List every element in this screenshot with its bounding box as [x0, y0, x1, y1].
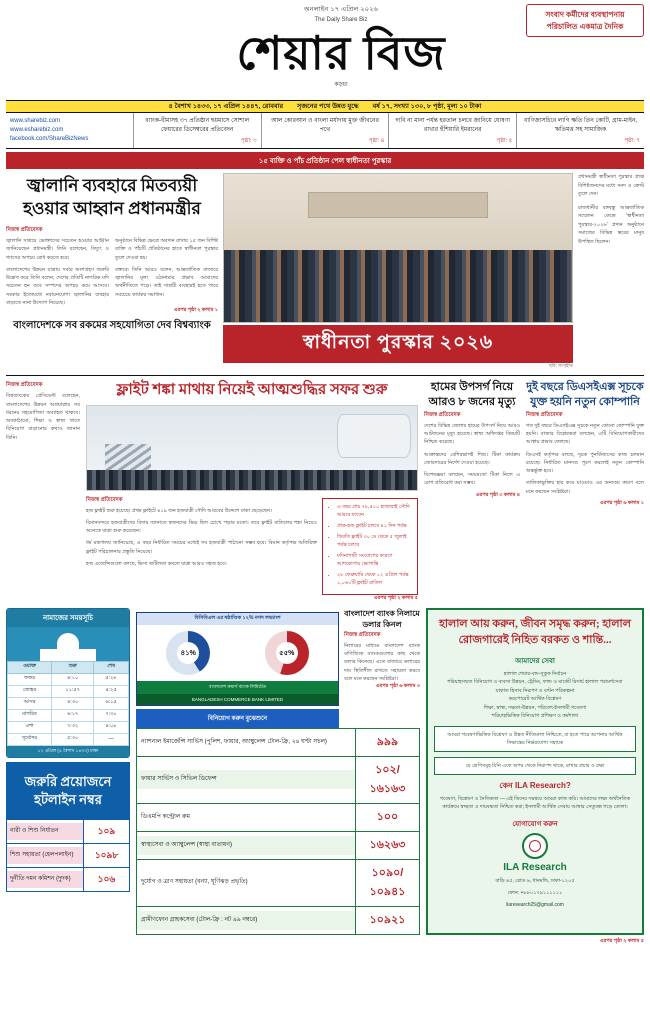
lead-section [6, 173, 644, 370]
lead-left-column [6, 173, 218, 370]
flight-para-0: হজ ফ্লাইট শুরু হয়েছে। প্রথম ফ্লাইটে ৪১৯ জন হজযাত্রী সৌদি আরবের উদ্দেশে ঢাকা ছেড়েছেন। [86, 507, 272, 514]
index-item-3-page: পৃষ্ঠা: ৭ [624, 138, 640, 144]
dsex-para-0: গত দুই বছরে ডিএসইএক্স সূচকে নতুন কোনো কোম্পানি যুক্ত হয়নি। বাজার বিশ্লেষকরা বলছেন, এটি বিনিয়োগকারীদের আস্থায় প্রভাব ফেলছে। [526, 422, 644, 446]
prayer-r5c2: — [94, 733, 129, 745]
prayer-r2c1: ৪:৩০ [52, 697, 94, 709]
award-title-strip: স্বাধীনতা পুরস্কার ২০২৬ [223, 325, 573, 363]
ad-brand-name: ILA Research [503, 861, 567, 873]
ad-service-0: হালাল শেয়ার-বন্ড-সুকুক নির্বাচন [503, 670, 567, 677]
index-item-1-text: আল কোরআন ও বাংলা মর্যাদায় মুক্ত জীবনের পথে [271, 118, 379, 133]
hotline-row-2 [7, 867, 129, 891]
prayer-r4c0: এশা [8, 721, 52, 733]
prayer-col-0: ওয়াক্ত [8, 661, 52, 673]
lead-photo-column [223, 173, 573, 370]
flight-fact-0: • এ বছর প্রায় ৭৮,৫০০ হাজারাই সৌদি আরবে যাবেন [337, 503, 413, 519]
health-para-2: বিশেষজ্ঞরা বলছেন, সময়মতো টিকা নিলে এ রোগ প্রতিরোধ করা সম্ভব। [424, 472, 520, 487]
ila-logo-icon [522, 833, 548, 859]
prayer-col-2: শেষ [94, 661, 129, 673]
table-row [8, 709, 129, 721]
prayer-r1c0: জোহর [8, 685, 52, 697]
worldbank-body: বিশ্বব্যাংকের প্রেসিডেন্ট বলেছেন, বাংলাদেশের উন্নয়ন অগ্রযাত্রায় সব ধরনের সহযোগিতা অব্যাহত থাকবে। অবকাঠামো, শিক্ষা ও স্বাস্থ্য খাতে বিনিয়োগ বাড়ানোর কথাও জানান তিনি। [6, 393, 80, 441]
dsex-headline: দুই বছরে ডিএসইএক্স সূচকে যুক্ত হয়নি নতুন কোম্পানি [526, 381, 644, 409]
hotline-label-2: দুর্নীতি দমন কমিশন (দুদক) [7, 871, 83, 887]
lead-right-column [578, 173, 644, 370]
ad-service-5: শরিয়াহভিত্তিক বিনিয়োগ প্রশিক্ষণ ও কর্মশালা [491, 713, 579, 719]
flight-facts-box [322, 498, 418, 595]
chart-title: বিসিবিএল এর ষষ্ঠাণ্ডিক ১২% নগদ লভ্যাংশ [137, 613, 338, 625]
ad-why-title: কেন ILA Research? [499, 780, 571, 790]
flight-body [86, 507, 317, 569]
emergency-label-3: স্বাস্থ্যসেবা ও অ্যাম্বুলেন্স (স্বাস্থ্য বাতায়ন) [137, 836, 355, 855]
index-item-2-page: পৃষ্ঠা: ৫ [496, 138, 513, 144]
masthead-center [156, 4, 526, 90]
donut-label-1: ৪১% [177, 642, 199, 664]
ad-address: বাড়ি ৪৫, রোড ৬, ধানমন্ডি, ঢাকা-১২০৫ [495, 877, 575, 884]
prayer-r3c2: ৭:৩০ [94, 709, 129, 721]
hotline-number-1: ১০৯৮ [83, 844, 129, 867]
flight-jump: এরপর পৃষ্ঠা ২ কলাম ৫ [373, 594, 418, 601]
donut-label-2: ৫৫% [276, 642, 298, 664]
health-para-1: আক্রান্তদের বেশিরভাগই শিশু। টিকা কার্যক্রম জোরদারের নির্দেশ দেওয়া হয়েছে। [424, 451, 520, 466]
table-row [8, 721, 129, 733]
ad-quote-box: যে শ্রেণিসমূহ যিনি একে অপর থেকে নিরাপদ থাকে, রাখার প্রচার ও রক্ষা [434, 757, 636, 775]
table-row [8, 673, 129, 685]
table-row [8, 697, 129, 709]
ad-phone: ফোন: +৮৮০১৭৯১১১১১১ [507, 889, 563, 896]
prayer-r3c1: ৬:১৭ [52, 709, 94, 721]
web-link-1[interactable]: www.sharebiz.com [10, 118, 61, 124]
table-row [8, 733, 129, 745]
bank-name-en: BANGLADESH COMMERCE BANK LIMITED [137, 694, 338, 705]
ad-service-4: শিক্ষা, স্বাস্থ্য, দক্ষতা-উন্নয়ন, পরিবেশ-ইসলামী গবেষণা [483, 704, 587, 711]
donut-slice-1 [166, 631, 210, 675]
ad-email[interactable]: ilaresearch25@gmail.com [506, 901, 564, 908]
lead-headline: জ্বালানি ব্যবহারে মিতব্যয়ী হওয়ার আহ্বান প্রধানমন্ত্রীর [23, 176, 201, 219]
dsex-jump: এরপর পৃষ্ঠা ৬ কলাম ১ [599, 499, 644, 506]
prayer-r0c0: ফজর [8, 673, 52, 685]
dollar-body: নিলামের মাধ্যমে বাংলাদেশ ব্যাংক বাণিজ্যিক ব্যাংকগুলোর কাছ থেকে ডলার কিনেছে। এতে বাজারে ডলারের দাম স্থিতিশীল রাখতে সহায়তা করবে বলে মনে করছেন সংশ্লিষ্টরা। [344, 642, 420, 682]
award-ribbon: ১৫ ব্যক্তি ও পাঁচ প্রতিষ্ঠান পেল স্বাধীনতা পুরস্কার [6, 152, 644, 169]
dollar-headline: বাংলাদেশ ব্যাংক নিলামে ডলার কিনল [344, 608, 420, 629]
emergency-numbers-table [136, 728, 420, 935]
lead-para-2: অনুষ্ঠানে বিভিন্ন ক্ষেত্রে অবদান রাখায় ১৫ জন বিশিষ্ট ব্যক্তি ও পাঁচটি প্রতিষ্ঠানের হাতে স্বাধীনতা পুরস্কার তুলে দেওয়া হয়। [115, 238, 218, 261]
dollar-jump: এরপর পৃষ্ঠা ৬ কলাম ৩ [375, 683, 420, 690]
emergency-label-0: ন্যাশনাল ইমার্জেন্সি সার্ভিস (পুলিশ, ফায়ার, অ্যাম্বুলেন্স টোল-ফ্রি, ২৪ ঘণ্টা সচল) [141, 738, 327, 745]
prayer-r1c1: ১১:৫৭ [52, 685, 94, 697]
promo-box: সংবাদ কর্মীদের ব্যবস্থাপনায় পরিচালিত একমাত্র দৈনিক [526, 4, 644, 37]
date-strip-mid: সৃজনের পথে উন্নত যুদ্ধে [297, 103, 359, 110]
lead-byline: নিজস্ব প্রতিবেদক [6, 227, 43, 234]
airplane-shape [337, 414, 411, 458]
emergency-label-1: ফায়ার সার্ভিস ও সিভিল ডিফেন্স [137, 770, 355, 789]
index-item-1-page: পৃষ্ঠা: ৪ [368, 138, 385, 144]
hotline-number-2: ১০৬ [83, 868, 129, 891]
lead-jump: এরপর পৃষ্ঠা ২ কলাম ১ [173, 307, 218, 314]
lead-body [6, 237, 218, 307]
flight-fact-3: • মদিনাগামী সংযোগের কারণে আশকোণায় ভোগান্তি [337, 552, 413, 568]
flight-para-1: বিমানবন্দরে হজযাত্রীদের বিদায় জানাতে স্বজনদের ভিড় ছিল চোখে পড়ার মতো। তবে ফ্লাইট বাতিলের শঙ্কা নিয়েও অনেকে যাত্রা শুরু করেছেন। [86, 519, 317, 534]
flight-para-2: ধর্ম মন্ত্রণালয় জানিয়েছে, এ বছর নির্ধারিত সময়ের মধ্যেই সব হজযাত্রী পাঠানো সম্ভব হবে। বিমান কর্তৃপক্ষ অতিরিক্ত ফ্লাইট পরিচালনার প্রস্তুতি নিয়েছে। [86, 540, 317, 555]
prayer-r5c1: ৫:৩০ [52, 733, 94, 745]
health-byline: নিজস্ব প্রতিবেদক [424, 411, 461, 418]
emergency-row-0 [137, 729, 419, 757]
emergency-number-2: ১০০ [355, 804, 419, 831]
index-strip [6, 113, 644, 149]
lower-section [6, 608, 644, 935]
dollar-byline: নিজস্ব প্রতিবেদক [344, 631, 381, 638]
lead-right-para-1: রাজধানীর বঙ্গবন্ধু আন্তর্জাতিক সম্মেলন কেন্দ্রে 'স্বাধীনতা পুরস্কার-২০২৬' প্রদান অনুষ্ঠানে সমাজের বিভিন্ন স্তরের মানুষ উপস্থিত ছিলেন। [578, 204, 644, 245]
dsex-byline: নিজস্ব প্রতিবেদক [526, 411, 563, 418]
passengers-shape [87, 470, 417, 490]
website-links[interactable] [6, 113, 134, 148]
date-strip-left: ৪ বৈশাখ ১৪৩৩, ১৭ এপ্রিল ১৪৪৭, রোববার [168, 103, 284, 110]
dsex-story [526, 380, 644, 602]
health-headline: হামের উপসর্গ নিয়ে আরও ৮ জনের মৃত্যু [428, 381, 516, 409]
bank-name-bn: বাংলাদেশ কমার্স ব্যাংক লিমিটেড [137, 681, 338, 694]
worldbank-column [6, 380, 80, 602]
ad-services-title: আমাদের সেবা [515, 657, 555, 665]
index-item-1[interactable] [262, 113, 390, 148]
health-para-0: দেশের বিভিন্ন জেলায় হামের উপসর্গ নিয়ে আরও আটজনের মৃত্যু হয়েছে। স্বাস্থ্য অধিদপ্তর বিষয়টি নিশ্চিত করেছে। [424, 422, 520, 446]
lead-right-para-0: প্রধানমন্ত্রী স্বাধীনতা পুরস্কার প্রাপ্ত বিশিষ্টজনদের মধ্যে সনদ ও ক্রেস্ট তুলে দেন। [578, 174, 644, 198]
flight-byline: নিজস্ব প্রতিবেদক [86, 496, 123, 503]
prayer-r0c1: ৪:১০ [52, 673, 94, 685]
ad-service-1: শরিয়াহসম্মত বিনিয়োগ ও ব্যবসা উন্নয়ন, ট্রেডিং, ফান্ড ও মার্কেট রিসার্চ হালাল পরামর্শসেবা [447, 679, 623, 685]
photo-caption: ছবি: সংগৃহীত [549, 363, 573, 369]
health-body [424, 422, 520, 488]
page-footer-jump: এরপর পৃষ্ঠা ২ কলাম ৫ [599, 937, 644, 944]
award-ceremony-photo [223, 173, 573, 323]
prayer-r4c1: ৭:৩২ [52, 721, 94, 733]
ad-why-body: গবেষণা, বিশ্লেষণ ও নৈতিকতা — এই তিনের সমন্বয়ে আমরা কাজ করি। আমাদের লক্ষ্য অর্থনৈতিক কার্যক্রমে স্বচ্ছতা ও দায়বদ্ধতা নিশ্চিত করা; ইসলামী আর্থিক সেবায় আস্থার সেতুবন্ধ গড়ে তোলা। [439, 795, 631, 810]
emergency-label-2: ডিএমপি কন্ট্রোল রুম [141, 813, 190, 820]
ila-advertisement [426, 608, 644, 935]
prayer-r2c0: আসর [8, 697, 52, 709]
emergency-number-4: ১০৯০/ ১০৯৪১ [355, 860, 419, 906]
worldbank-headline: বাংলাদেশকে সব রকমের সহযোগিতা দেব বিশ্বব্যাংক [13, 320, 211, 332]
worldbank-byline: নিজস্ব প্রতিবেদক [6, 382, 43, 389]
table-row [8, 685, 129, 697]
hotline-number-0: ১০৯ [83, 820, 129, 843]
prayer-r4c2: ৪:০৮ [94, 721, 129, 733]
masthead-bar [6, 4, 644, 100]
flight-fact-4: • ২৮ ফেব্রুয়ারি থেকে ১২ এপ্রিল পর্যন্ত ১,০৬০টি ফ্লাইট বাতিল [337, 571, 413, 587]
emergency-row-4 [137, 860, 419, 907]
health-story [424, 380, 520, 602]
hotline-row-0 [7, 819, 129, 843]
ad-title: হালাল আয় করুন, জীবন সমৃদ্ধ করুন; হালাল রোজগারেই নিহিত বরকত ও শান্তি... [439, 617, 631, 646]
hotline-label-1: শিশু সহায়তা (হেলপলাইন) [7, 847, 83, 863]
hajj-flight-photo [86, 405, 418, 491]
second-band [6, 375, 644, 602]
masthead-date: অনলাইন ১৭ এপ্রিল ২০২৬ [303, 6, 379, 13]
emergency-row-3 [137, 832, 419, 860]
mosque-icon [7, 627, 129, 661]
web-link-3[interactable]: facebook.com/ShareBizNews [10, 136, 89, 142]
emergency-number-1: ১০২/ ১৬১৬৩ [355, 757, 419, 803]
ad-service-2: যাকাত হিসাব নিরূপণ ও বণ্টন পরিকল্পনা [495, 687, 575, 694]
invest-cta-button[interactable]: বিনিয়োগ করুন বুঝেশুনে [136, 709, 339, 728]
donut-slice-2 [265, 631, 309, 675]
emergency-label-4: দুর্যোগ ও ত্রাণ সহায়তা (বন্যা, ঘূর্ণিঝড় প্রভৃতি) [141, 879, 248, 885]
masthead-tag: কড়চা [334, 82, 348, 88]
prayer-times-card [6, 608, 130, 758]
hotline-card [6, 762, 130, 892]
emergency-row-2 [137, 804, 419, 832]
index-item-3-text: বাণিজ্যসচিবে লাগি ক্ষতি তিন কোটি, গ্রাম-মাইন, ঋতিমত্ত সহ সামাজিক [523, 118, 638, 133]
flight-headline: ফ্লাইট শঙ্কা মাথায় নিয়েই আত্মশুদ্ধির সফর শুরু [116, 382, 388, 399]
photo-crowd [224, 250, 572, 322]
ad-green-panel [426, 608, 644, 935]
prayer-times-footer: ১২ এপ্রিল (৪ বৈশাখ ১৪৩৩) ঢাকা [7, 746, 129, 757]
chart-donuts [137, 625, 338, 681]
web-link-2[interactable]: www.esharebiz.com [10, 127, 64, 133]
index-item-3[interactable] [517, 113, 644, 148]
flight-story [86, 380, 418, 602]
bank-dividend-chart [136, 612, 339, 706]
emergency-row-1 [137, 757, 419, 804]
prayer-r1c2: ৪:২৫ [94, 685, 129, 697]
emergency-label-5: গ্রামীণফোন গ্রাহকসেবা (টোল-ফ্রি : নট ৯৯ নম্বরে) [137, 911, 355, 930]
lead-para-0: জ্বালানি সাশ্রয়ে ভোক্তাদের সচেতন হওয়ার আহ্বান জানিয়েছেন প্রধানমন্ত্রী। তিনি বলেছেন, বিদ্যুৎ ও গ্যাসের অপচয় রোধ করতে হবে। [6, 238, 109, 261]
flight-fact-1: • প্রাক-হজ ফ্লাইট চলবে ৪১ দিন পর্যন্ত [337, 522, 413, 530]
prayer-r5c0: সূর্যোদয় [8, 733, 52, 745]
index-item-2[interactable] [389, 113, 517, 148]
emergency-number-0: ৯৯৯ [355, 729, 419, 756]
dsex-para-1: ডিএসই কর্তৃপক্ষ বলছে, সূচক পুনর্বিন্যাসের কাজ চলমান রয়েছে। নির্ধারিত মানদণ্ড পূরণ করলেই নতুন কোম্পানি অন্তর্ভুক্ত হবে। [526, 451, 644, 475]
emergency-number-5: ১০৯২১ [355, 907, 419, 934]
emergency-row-5 [137, 907, 419, 934]
ad-note: আমরা গবেষণাভিত্তিক বিশ্লেষণ ও উন্নত নীতিমালা নিশ্চিতে, যা হতে পারে আপনার আর্থিক সিদ্ধান্তের নির্ভরযোগ্য সহায়ক [434, 726, 636, 752]
prayer-r2c2: ৬:১৫ [94, 697, 129, 709]
flight-para-3: হজ এজেন্সিগুলো বলছে, ভিসা জটিলতা কমলে যাত্রা আরও সহজ হবে। [86, 560, 227, 567]
masthead-english-name: The Daily Share Biz [314, 17, 368, 23]
prayer-times-table [7, 661, 129, 746]
dsex-para-2: তালিকাভুক্তির হার কমে যাওয়াও এর অন্যতম কারণ বলে মনে করছেন সংশ্লিষ্টরা। [526, 480, 644, 495]
lower-middle-column [136, 608, 420, 935]
ad-contact-title: যোগাযোগ করুন [512, 820, 558, 828]
index-item-0-page: পৃষ্ঠা: ৩ [241, 138, 257, 144]
photo-banner [308, 192, 489, 218]
health-jump: এরপর পৃষ্ঠা ৩ কলাম ৪ [475, 491, 520, 498]
prayer-col-1: শুরু [52, 661, 94, 673]
index-item-2-text: দাবি না মানা পর্যন্ত হরতাল চলবে জানিয়ে ঘোষণা রাখার হুঁশিয়ারি ইমরানের [395, 118, 511, 133]
lead-para-3: বক্তব্যে তিনি আরও বলেন, আন্তর্জাতিক বাজারে জ্বালানির মূল্য ওঠানামার প্রভাব আমাদের অর্থনীতিতে পড়ে। তাই সাশ্রয়ী ব্যবহারই হতে পারে সবচেয়ে কার্যকর সমাধান। [115, 266, 218, 298]
prayer-r3c0: মাগরিব [8, 709, 52, 721]
hotline-title: জরুরি প্রয়োজনে হটলাইন নম্বর [7, 763, 129, 819]
ad-service-3: করপোরেট আর্থিক বিশ্লেষণ [508, 696, 562, 702]
page-title: শেয়ার বিজ [236, 28, 446, 79]
prayer-r0c2: ৫:২৮ [94, 673, 129, 685]
hotline-row-1 [7, 843, 129, 867]
lead-para-1: বাংলাদেশের উন্নয়ন যাত্রায় সবার অংশগ্রহণ জরুরি উল্লেখ করে তিনি বলেন, দেশের প্রতিটি নাগরিক যদি সচেতন হন তবে সম্পদের অপচয় কমে আসবে। সরকার ইতোমধ্যে নবায়নযোগ্য জ্বালানির ব্যবহার বাড়াতে নানা উদ্যোগ নিয়েছে। [6, 266, 109, 306]
index-item-0[interactable] [134, 113, 262, 148]
dsex-body [526, 422, 644, 496]
index-item-0-text: ব্যাংক-বীমাসহ ৩৭ প্রতিষ্ঠান ছয়মাসে সোশাল ফেয়ারের ডিসেম্বরের প্রতিবেদন [145, 118, 250, 133]
emergency-number-3: ১৬২৬৩ [355, 832, 419, 859]
date-strip-right: বর্ষ ১৭, সংখ্যা ১৩০, ৮ পৃষ্ঠা, মূল্য ১০ টাকা [372, 103, 482, 110]
flight-fact-2: • ফিরতি ফ্লাইট ৩০ মে থেকে ৫ জুলাই পর্যন্ত চলবে [337, 533, 413, 549]
lower-left-column [6, 608, 130, 935]
date-strip [6, 100, 644, 113]
prayer-times-title: নামাজের সময়সূচি [7, 609, 129, 627]
hotline-label-0: নারী ও শিশু নির্যাতন [7, 823, 83, 839]
